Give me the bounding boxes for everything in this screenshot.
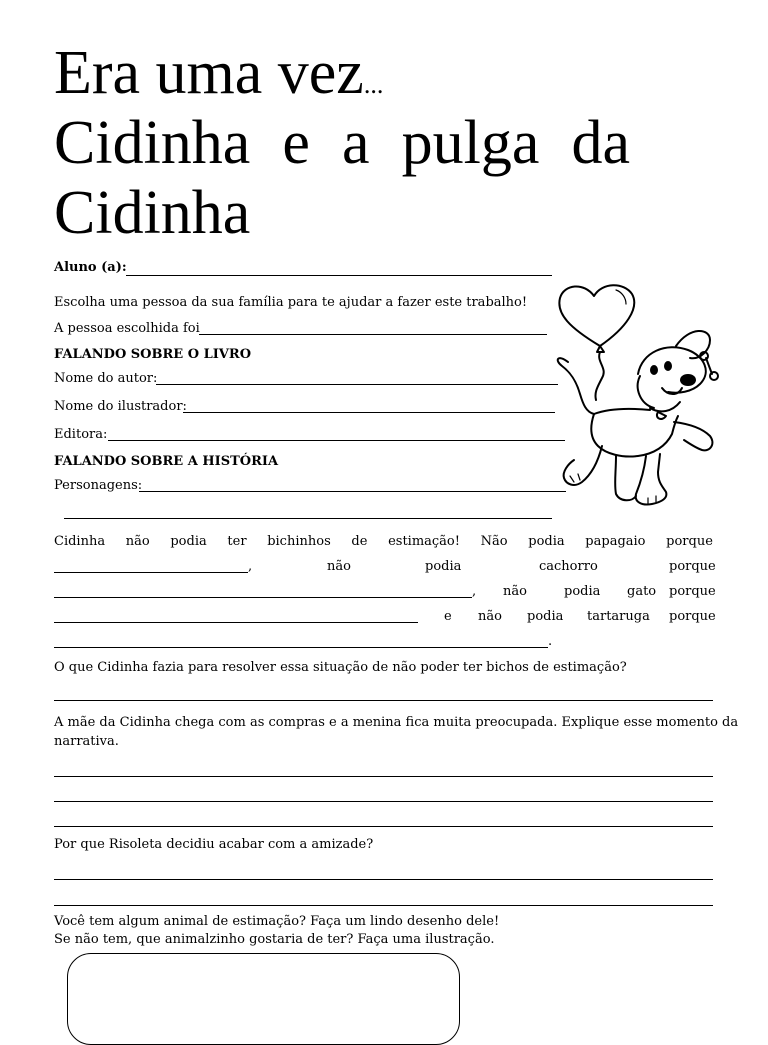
title-word: a bbox=[342, 109, 370, 177]
title-line-3 bbox=[54, 179, 251, 247]
word: porque bbox=[666, 534, 713, 549]
question-2-line-1: A mãe da Cidinha chega com as compras e a menina fica muita preocupada. Explique esse momento da bbox=[54, 715, 739, 730]
title-cidinha: Cidinha bbox=[54, 179, 251, 247]
word: e bbox=[444, 609, 452, 624]
question-4-line-1: Você tem algum animal de estimação? Faça um lindo desenho dele! bbox=[54, 914, 500, 929]
word: não bbox=[503, 584, 527, 599]
word: , bbox=[472, 584, 477, 599]
word: Cidinha bbox=[54, 534, 106, 549]
parrot-answer-line[interactable] bbox=[54, 572, 248, 573]
dog-answer-line[interactable] bbox=[54, 597, 472, 598]
title-word: pulga bbox=[401, 109, 540, 177]
question-4-line-2: Se não tem, que animalzinho gostaria de ter? Faça uma ilustração. bbox=[54, 932, 495, 947]
characters-line-1[interactable] bbox=[139, 491, 566, 492]
author-line[interactable] bbox=[156, 384, 558, 385]
publisher-label: Editora: bbox=[54, 427, 108, 442]
student-answer-line[interactable] bbox=[126, 275, 552, 276]
question-2-line-2: narrativa. bbox=[54, 734, 119, 749]
title-word: e bbox=[282, 109, 310, 177]
word: podia bbox=[564, 584, 601, 599]
question-2-answer-line-2[interactable] bbox=[54, 801, 713, 802]
word: podia bbox=[425, 559, 462, 574]
word: de bbox=[351, 534, 368, 549]
word: papagaio bbox=[585, 534, 646, 549]
story-section-heading: FALANDO SOBRE A HISTÓRIA bbox=[54, 454, 279, 469]
question-3-answer-line-2[interactable] bbox=[54, 905, 713, 906]
question-2-answer-line-3[interactable] bbox=[54, 826, 713, 827]
word: porque bbox=[669, 584, 716, 599]
word: podia bbox=[527, 609, 564, 624]
question-2-answer-line-1[interactable] bbox=[54, 776, 713, 777]
word: tartaruga bbox=[587, 609, 650, 624]
title-era-uma-vez: Era uma vez bbox=[54, 39, 364, 107]
title-ellipsis: ... bbox=[363, 70, 384, 99]
word: podia bbox=[170, 534, 207, 549]
word: porque bbox=[669, 559, 716, 574]
question-3: Por que Risoleta decidiu acabar com a amizade? bbox=[54, 837, 374, 852]
question-1: O que Cidinha fazia para resolver essa situação de não poder ter bichos de estimação? bbox=[54, 660, 627, 675]
word: , bbox=[248, 559, 253, 574]
dog-with-heart-balloon-icon bbox=[550, 276, 722, 512]
title-line-2 bbox=[54, 109, 630, 177]
word: ter bbox=[227, 534, 247, 549]
question-3-answer-line-1[interactable] bbox=[54, 879, 713, 880]
period: . bbox=[548, 634, 553, 649]
word: porque bbox=[669, 609, 716, 624]
word: cachorro bbox=[539, 559, 598, 574]
author-label: Nome do autor: bbox=[54, 371, 158, 386]
drawing-box[interactable] bbox=[67, 953, 460, 1045]
characters-label: Personagens: bbox=[54, 478, 143, 493]
instruction-text: Escolha uma pessoa da sua família para te ajudar a fazer este trabalho! bbox=[54, 295, 528, 310]
title-word: Cidinha bbox=[54, 109, 251, 177]
word: não bbox=[478, 609, 502, 624]
word: podia bbox=[528, 534, 565, 549]
question-1-answer-line[interactable] bbox=[54, 700, 713, 701]
word: não bbox=[125, 534, 150, 549]
publisher-line[interactable] bbox=[108, 440, 565, 441]
chosen-person-line[interactable] bbox=[199, 334, 547, 335]
characters-line-2[interactable] bbox=[64, 518, 552, 519]
student-label: Aluno (a): bbox=[54, 260, 127, 275]
word: Não bbox=[480, 534, 508, 549]
cat-answer-line[interactable] bbox=[54, 622, 418, 623]
book-section-heading: FALANDO SOBRE O LIVRO bbox=[54, 347, 252, 362]
illustrator-label: Nome do ilustrador: bbox=[54, 399, 187, 414]
word: bichinhos bbox=[267, 534, 331, 549]
illustrator-line[interactable] bbox=[183, 412, 555, 413]
title-word: da bbox=[571, 109, 630, 177]
word: gato bbox=[627, 584, 657, 599]
turtle-answer-line[interactable] bbox=[54, 647, 548, 648]
word: não bbox=[327, 559, 351, 574]
student-row bbox=[54, 260, 127, 275]
chosen-person-label: A pessoa escolhida foi bbox=[54, 321, 200, 336]
fill-paragraph-line-1 bbox=[54, 534, 713, 550]
title-line-1 bbox=[54, 39, 384, 107]
word: estimação! bbox=[388, 534, 460, 549]
